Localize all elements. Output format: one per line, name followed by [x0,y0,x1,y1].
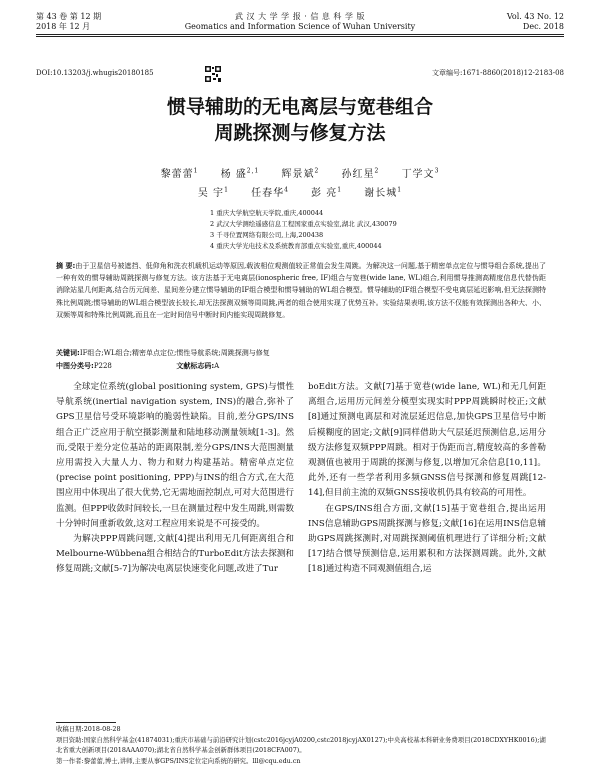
volume-issue: 第 43 卷 第 12 期 [36,12,102,21]
abstract-text: 由于卫星信号被遮挡、低仰角和洗衣机载机运动等原因,载波相位观测值较正常值会发生周跳。为解决这一问题,基于精密单点定位与惯导组合系统,提出了一种有效的惯导辅助周跳探测与修复方法。该方法基于无电离层(ionospheric free, IF)组合与宽巷(wide lane, WL)组合,利用惯导推测高精度信息代替伪距消除站星几何距离,结合历元间差、星间差分建立惯导辅助的IF组合模型和惯导辅助的WL组合模型。惯导辅助的IF组合模型不受电离层延迟影响,但无法探测特殊比例周跳;惯导辅助的WL组合模型波长较长,却无法探测双频等周周跳,两者的组合使用实现了优势互补。实验结果表明,该方法不仅能有效探测出各种大、小、双频等周和特殊比例周跳,而且在一定时间信号中断时间内能实现周跳修复。 [56,262,546,319]
funding: 项目资助:国家自然科学基金(41874031);重庆市基础与前沿研究计划(cstc2016jcyjA0200,cstc2018jcyjAX0127);中央高校基本科研业务费项目(2018CDXYHK0016);湖北省重大创新项目(2018AAA070);湖北省自然科学基金创新群体项目(2018CFA007)。 [56,735,546,754]
author: 丁学文$^3$ [401,168,440,181]
volume-en: Vol. 43 No. 12 [506,12,564,21]
affiliation: 4 重庆大学光电技术及系统教育部重点实验室,重庆,400044 [210,242,382,250]
first-author: 第一作者:黎蕾蕾,博士,讲师,主要从事GPS/INS定位定向系统的研究。lll@cqu.edu.cn [56,756,301,765]
paragraph: 在GPS/INS组合方面,文献[15]基于宽巷组合,提出运用INS信息辅助GPS周跳探测与修复;文献[16]在运用INS信息辅助GPS周跳探测时,对周跳探测阈值机理进行了详细分析;文献[17]结合惯导预测信息,运用累积和方法探测周跳。此外,文献[18]通过构造不同观测值组合,运 [308,503,546,575]
header-rule-top [36,34,564,35]
doc-code-label: 文献标志码: [176,362,215,370]
affiliation: 3 千寻位置网络有限公司,上海,200438 [210,231,324,239]
article-id: 文章编号:1671-8860(2018)12-2183-08 [432,69,564,77]
clc-label: 中图分类号: [56,362,94,370]
issue-date: 2018 年 12 月 [36,22,91,31]
author: 杨 盛$^{2,1}$ [220,168,260,181]
journal-name-en: Geomatics and Information Science of Wuhan University [184,22,416,31]
header-rule-bottom [36,36,564,37]
affiliation: 1 重庆大学航空航天学院,重庆,400044 [210,209,324,217]
affiliations [210,208,470,252]
paragraph: 为解决PPP周跳问题,文献[4]提出利用无几何距离组合和Melbourne-Wübbena组合相结合的TurboEdit方法去探测和修复周跳;文献[5-7]为解决电离层快速变化问题,改进了Tur [56,534,294,575]
body-column-left [56,380,294,578]
abstract-label: 摘 要: [56,262,76,270]
paper-title-line-1: 惯导辅助的无电离层与宽巷组合 [166,96,433,118]
footnotes [56,724,546,766]
keywords-label: 关键词: [56,349,80,357]
clc-value: P228 [93,362,112,370]
author: 黎蕾蕾$^1$ [160,168,199,181]
qr-code-icon [205,66,221,82]
body-column-right [308,380,546,578]
keywords-text: IF组合;WL组合;精密单点定位;惯性导航系统;周跳探测与修复 [79,349,270,357]
classification [56,360,546,372]
keywords [56,347,546,359]
paragraph: 全球定位系统(global positioning system, GPS)与惯性导航系统(inertial navigation system, INS)的融合,弥补了GPS卫星信号受环境影响的脆弱性缺陷。目前,差分GPS/INS组合正广泛应用于航空摄影测量和陆地移动测量领域[1-3]。然而,受限于差分定位基站的距离限制,差分GPS/INS大范围测量应用需投入大量人力、物力和财力构建基站。精密单点定位(precise point positioning, PPP)与INS的组合方式,在大范围应用中体现出了很大优势,它无需地面控制点,可对大范围进行监测。但PPP收敛时间较长,一旦在测量过程中发生周跳,则需数十分钟时间重新收敛,这对工程应用来说是不可接受的。 [56,382,294,529]
abstract [56,260,546,321]
author: 孙红星$^2$ [341,168,380,181]
paper-title-line-2: 周跳探测与修复方法 [214,122,386,144]
journal-name-cn: 武 汉 大 学 学 报 · 信 息 科 学 版 [234,12,365,21]
affiliation: 2 武汉大学测绘遥感信息工程国家重点实验室,湖北 武汉,430079 [210,220,397,228]
author: 彭 亮$^1$ [311,187,343,200]
author-list-line-1 [0,164,600,182]
received-date: 收稿日期:2018-08-28 [56,725,121,733]
footnote-rule [56,722,116,723]
date-en: Dec. 2018 [522,22,564,31]
author: 谢长城$^1$ [364,187,403,200]
author: 吴 宇$^1$ [197,187,229,200]
doi: DOI:10.13203/j.whugis20180185 [36,69,154,77]
doc-code-value: A [214,362,220,370]
author: 任春华$^4$ [251,187,289,200]
paragraph: boEdit方法。文献[7]基于宽巷(wide lane, WL)和无几何距离组合,运用历元间差分模型实现实时PPP周跳瞬时校正;文献[8]通过预测电离层和对流层延迟信息,加快GPS卫星信号中断后模糊度的固定;文献[9]同样借助大气层延迟预测信息,运用分级方法修复双频PPP周跳。相对于伪距而言,精度较高的多普勒观测值也被用于周跳的探测与修复,以增加冗余信息[10,11]。此外,还有一些学者利用多频GNSS信号探测和修复周跳[12-14],但目前主流的双频GNSS接收机仍具有较高的可用性。 [308,382,546,499]
author: 辉景斌$^2$ [281,168,320,181]
author-list-line-2 [0,183,600,201]
